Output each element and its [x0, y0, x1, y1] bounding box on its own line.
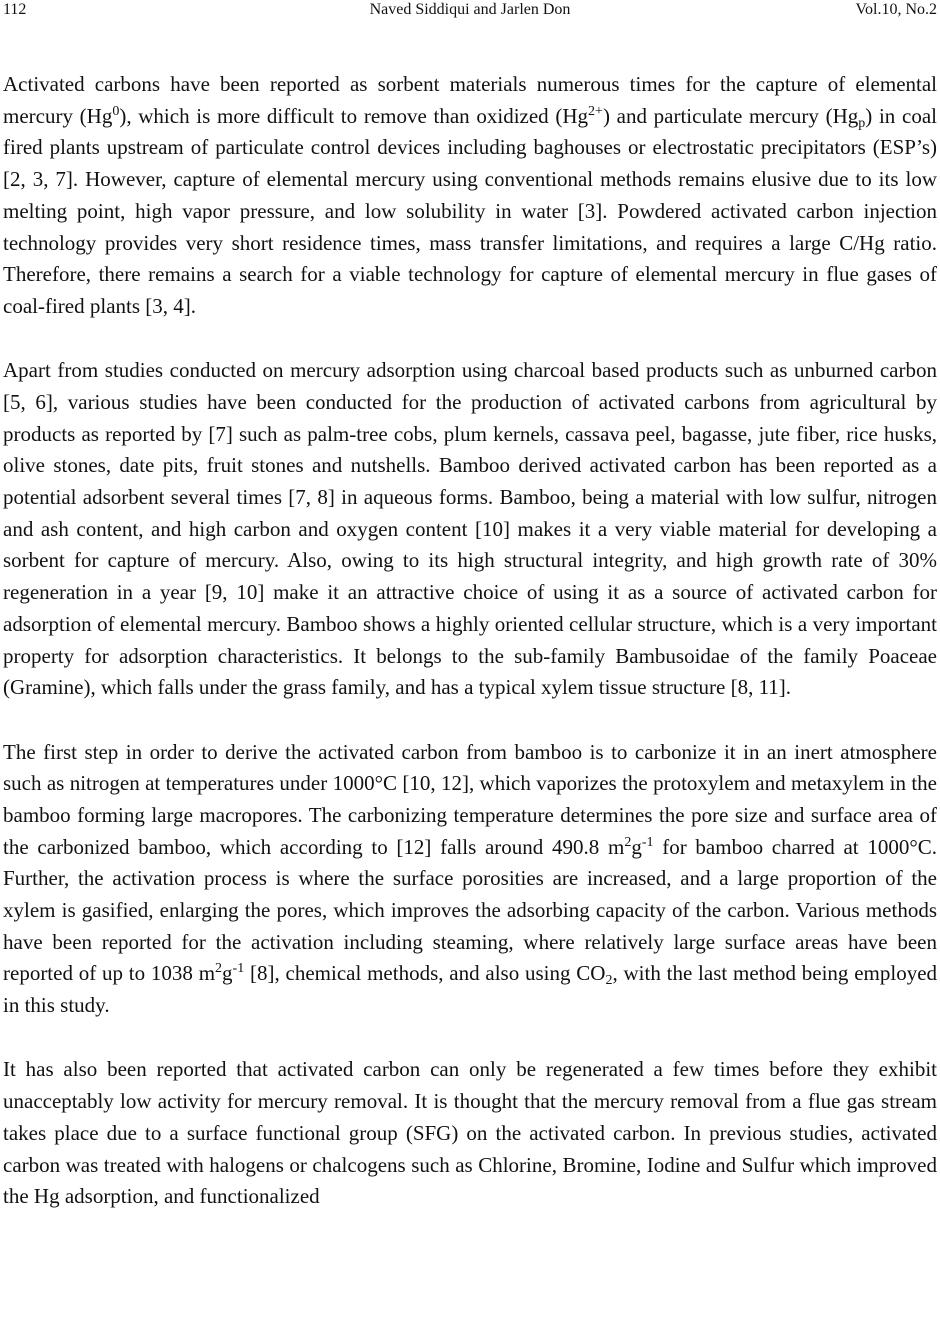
superscript: 2	[624, 834, 632, 850]
text-run: ), which is more difficult to remove than oxidized (Hg	[119, 103, 589, 128]
superscript: -1	[232, 961, 245, 977]
text-run: [8], chemical methods, and also using CO	[244, 961, 606, 986]
text-run: g	[222, 961, 233, 986]
text-run: , with the last method being employed in this study.	[3, 961, 938, 1018]
page-number: 112	[3, 1, 27, 18]
article-body	[3, 69, 937, 1246]
running-header	[3, 0, 937, 20]
subscript: p	[858, 115, 866, 131]
subscript: 2	[605, 973, 613, 989]
text-run: for bamboo charred at 1000°C. Further, the activation process is where the surface porosities are increased, and a large proportion of the xylem is gasified, enlarging the pores, which improves the adsorbing capacity of the carbon. Various methods have been reported for the activation including steaming, where relatively large surface areas have been reported of up to 1038 m	[3, 834, 937, 986]
superscript: 2+	[588, 103, 603, 119]
superscript: 0	[112, 103, 120, 119]
paragraph-3	[3, 737, 937, 1022]
text-run: ) in coal fired plants upstream of particulate control devices including baghouses or electrostatic precipitators (ESP’s) [2, 3, 7]. However, capture of elemental mercury using conventional methods remains elusive due to its low melting point, high vapor pressure, and low solubility in water [3]. Powdered activated carbon injection technology provides very short residence times, mass transfer limitations, and requires a large C/Hg ratio. Therefore, there remains a search for a viable technology for capture of elemental mercury in flue gases of coal-fired plants [3, 4].	[3, 103, 937, 318]
text-run: The first step in order to derive the activated carbon from bamboo is to carbonize it in an inert atmosphere such as nitrogen at temperatures under 1000°C [10, 12], which vaporizes the protoxylem and metaxylem in the bamboo forming large macropores. The carbonizing temperature determines the pore size and surface area of the carbonized bamboo, which according to [12] falls around 490.8 m	[3, 739, 937, 859]
paragraph-1	[3, 69, 937, 323]
text-run: Activated carbons have been reported as sorbent materials numerous times for the capture of elemental mercury (Hg	[3, 72, 937, 128]
text-run: g	[631, 834, 642, 859]
running-header-authors: Naved Siddiqui and Jarlen Don	[369, 1, 571, 18]
running-header-volume: Vol.10, No.2	[855, 1, 937, 18]
text-run: ) and particulate mercury (Hg	[602, 103, 859, 128]
superscript: -1	[641, 834, 654, 850]
paragraph-4: It has also been reported that activated carbon can only be regenerated a few times before they exhibit unacceptably low activity for mercury removal. It is thought that the mercury removal from a flue gas stream takes place due to a surface functional group (SFG) on the activated carbon. In previous studies, activated carbon was treated with halogens or chalcogens such as Chlorine, Bromine, Iodine and Sulfur which improved the Hg adsorption, and functionalized	[3, 1057, 937, 1209]
paragraph-2: Apart from studies conducted on mercury adsorption using charcoal based products such as unburned carbon [5, 6], various studies have been conducted for the production of activated carbons from agricultural by products as reported by [7] such as palm-tree cobs, plum kernels, cassava peel, bagasse, jute fiber, rice husks, olive stones, date pits, fruit stones and nutshells. Bamboo derived activated carbon has been reported as a potential adsorbent several times [7, 8] in aqueous forms. Bamboo, being a material with low sulfur, nitrogen and ash content, and high carbon and oxygen content [10] makes it a very viable material for developing a sorbent for capture of mercury. Also, owing to its high structural integrity, and high growth rate of 30% regeneration in a year [9, 10] make it an attractive choice of using it as a source of activated carbon for adsorption of elemental mercury. Bamboo shows a highly oriented cellular structure, which is a very important property for adsorption characteristics. It belongs to the sub-family Bambusoidae of the family Poaceae (Gramine), which falls under the grass family, and has a typical xylem tissue structure [8, 11].	[3, 358, 937, 700]
superscript: 2	[215, 961, 223, 977]
